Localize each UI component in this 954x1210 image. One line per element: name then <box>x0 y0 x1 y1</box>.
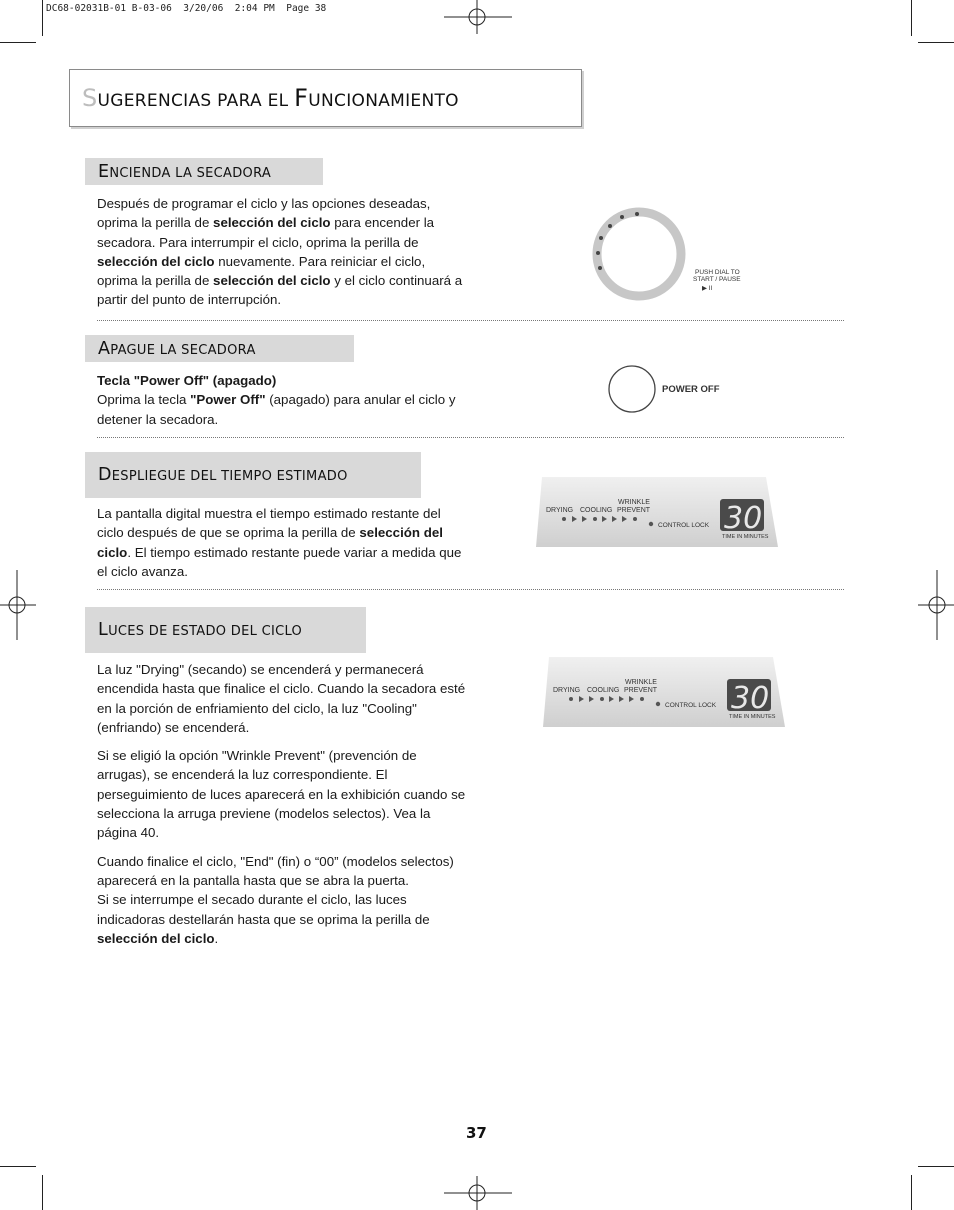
registration-mark-icon <box>444 1176 512 1210</box>
heading-initial: E <box>98 162 110 182</box>
divider <box>97 320 844 321</box>
heading-text: ESPLIEGUE DEL TIEMPO ESTIMADO <box>111 469 348 484</box>
time-display: 30 <box>724 501 763 536</box>
heading-text: PAGUE LA SECADORA <box>110 343 256 358</box>
heading-initial: D <box>98 465 112 485</box>
svg-text:COOLING: COOLING <box>587 687 620 694</box>
control-panel-display-icon <box>543 657 787 729</box>
power-off-button-icon <box>605 362 735 418</box>
crop-mark <box>918 42 954 43</box>
dial-play-pause-label: ▶ II <box>702 285 713 292</box>
svg-text:WRINKLE: WRINKLE <box>618 499 650 506</box>
title-part-2: UNCIONAMIENTO <box>308 91 459 111</box>
title-initial-f: F <box>294 84 309 112</box>
title-initial-s: S <box>82 84 98 112</box>
svg-text:PREVENT: PREVENT <box>624 687 658 694</box>
divider <box>97 437 844 438</box>
svg-text:TIME IN MINUTES: TIME IN MINUTES <box>722 534 769 540</box>
paragraph: La luz "Drying" (secando) se encenderá y permanecerá encendida hasta que finalice el ciclo. Cuando la secadora esté en la porción de enfriamiento del ciclo, la luz "Cooling" (enfriando) se encenderá. <box>97 662 466 735</box>
section-heading-encienda <box>85 158 323 185</box>
svg-text:CONTROL LOCK: CONTROL LOCK <box>665 702 717 709</box>
section-text-luces <box>97 660 467 948</box>
registration-mark-icon <box>444 0 512 34</box>
crop-mark <box>911 0 912 36</box>
page-title <box>82 84 459 112</box>
heading-initial: L <box>98 620 109 640</box>
section-text-encienda: Después de programar el ciclo y las opciones deseadas, oprima la perilla de selección del ciclo para encender la secadora. Para interrumpir el ciclo, oprima la perilla de selección del ciclo nuevamente. Para reiniciar el ciclo, oprima la perilla de selección del ciclo y el ciclo continuará a partir del punto de interrupción. <box>97 196 463 308</box>
print-header: DC68-02031B-01 B-03-06 3/20/06 2:04 PM Page 38 <box>46 3 327 14</box>
time-display: 30 <box>731 681 770 716</box>
power-off-label: POWER OFF <box>662 384 720 395</box>
svg-text:COOLING: COOLING <box>580 507 613 514</box>
svg-text:CONTROL LOCK: CONTROL LOCK <box>658 522 710 529</box>
crop-mark <box>0 42 36 43</box>
section-heading-apague <box>85 335 354 362</box>
paragraph: Si se eligió la opción "Wrinkle Prevent" (prevención de arrugas), se encenderá la luz correspondiente. El perseguimiento de luces aparecerá en la exhibición cuando se selecciona la arruga previene (modelos selectos). Vea la página 40. <box>97 748 466 841</box>
heading-text: UCES DE ESTADO DEL CICLO <box>108 624 303 639</box>
paragraph: Si se interrumpe el secado durante el ciclo, las luces indicadoras destellarán hasta que se oprima la perilla de selección del ciclo. <box>97 892 430 946</box>
crop-mark <box>42 0 43 36</box>
heading-text: NCIENDA LA SECADORA <box>109 166 272 181</box>
svg-text:DRYING: DRYING <box>546 507 574 514</box>
registration-mark-icon <box>0 570 36 640</box>
control-panel-display-icon <box>536 477 780 549</box>
heading-initial: A <box>98 339 111 359</box>
page-title-box <box>69 69 582 127</box>
divider <box>97 589 844 590</box>
paragraph: Cuando finalice el ciclo, "End" (fin) o “00” (modelos selectos) aparecerá en la pantalla hasta que se abra la puerta. <box>97 853 454 888</box>
section-text-apague: Tecla "Power Off" (apagado) Oprima la tecla "Power Off" (apagado) para anular el ciclo y detener la secadora. <box>97 373 456 427</box>
registration-mark-icon <box>918 570 954 640</box>
section-heading-despliegue <box>85 452 421 498</box>
section-heading-luces <box>85 607 366 653</box>
dial-label-2: START / PAUSE <box>693 276 741 283</box>
svg-text:PREVENT: PREVENT <box>617 507 651 514</box>
cycle-dial-icon <box>585 200 755 310</box>
title-part-1: UGERENCIAS PARA EL <box>97 91 295 111</box>
svg-text:TIME IN MINUTES: TIME IN MINUTES <box>729 714 776 720</box>
crop-mark <box>918 1166 954 1167</box>
svg-text:DRYING: DRYING <box>553 687 581 694</box>
svg-text:WRINKLE: WRINKLE <box>625 679 657 686</box>
crop-mark <box>0 1166 36 1167</box>
crop-mark <box>911 1175 912 1210</box>
subheading-power-off: Tecla "Power Off" (apagado) <box>97 373 277 388</box>
dial-label-1: PUSH DIAL TO <box>695 269 740 276</box>
crop-mark <box>42 1175 43 1210</box>
page-number: 37 <box>466 1124 487 1142</box>
section-text-despliegue: La pantalla digital muestra el tiempo estimado restante del ciclo después de que se oprima la perilla de selección del ciclo. El tiempo estimado restante puede variar a medida que el ciclo avanza. <box>97 506 462 579</box>
